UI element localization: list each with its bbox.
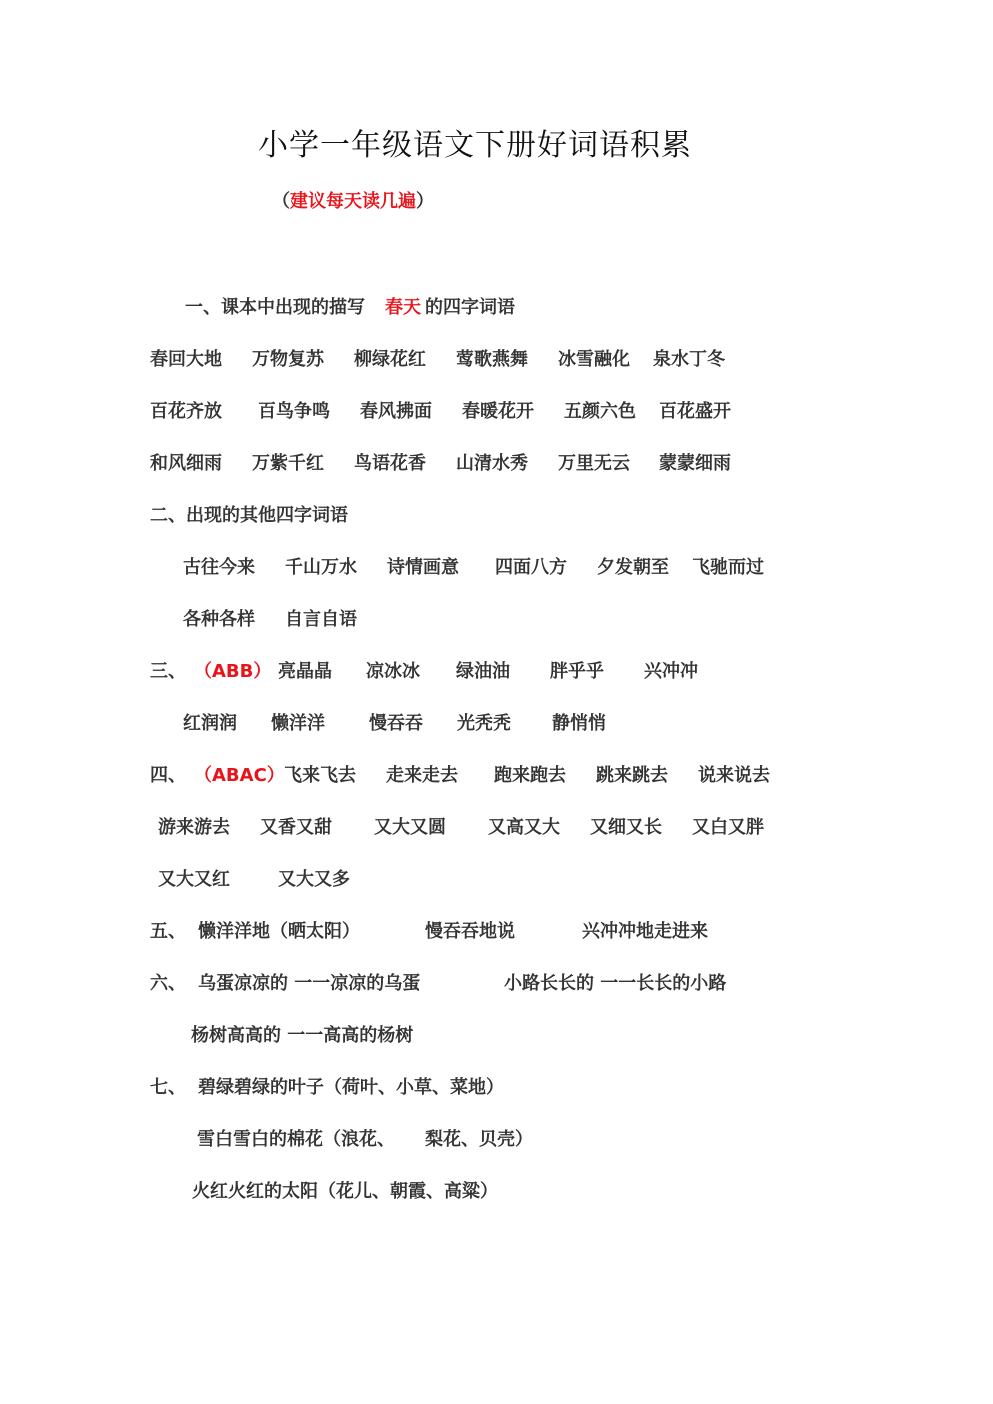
phrase: 杨树高高的 一一高高的杨树: [191, 1025, 414, 1046]
word: 夕发朝至: [597, 557, 669, 578]
word: 又细又长: [590, 817, 662, 838]
phrase-row: [191, 1024, 691, 1048]
word-row: [183, 608, 583, 632]
subtitle-note: 建议每天读几遍: [290, 191, 416, 212]
word: 万紫千红: [252, 453, 324, 474]
word: 春回大地: [150, 349, 222, 370]
section-7: [150, 1076, 850, 1100]
phrase: 兴冲冲地走进来: [582, 921, 708, 942]
word: 鸟语花香: [354, 453, 426, 474]
word: 懒洋洋: [271, 713, 325, 734]
section-2-heading: 二、出现的其他四字词语: [150, 505, 348, 526]
word: 莺歌燕舞: [456, 349, 528, 370]
phrase: 慢吞吞地说: [425, 921, 515, 942]
word: 自言自语: [285, 609, 357, 630]
word: 跑来跑去: [494, 765, 566, 786]
phrase: 火红火红的太阳（花儿、朝霞、高粱）: [192, 1181, 498, 1202]
word: 兴冲冲: [644, 661, 698, 682]
pattern-tag: （ABB）: [194, 661, 272, 682]
word: 冰雪融化: [558, 349, 630, 370]
word: 亮晶晶: [278, 661, 332, 682]
word: 五颜六色: [564, 401, 636, 422]
section-5: [150, 920, 850, 944]
pattern-tag: （ABAC）: [194, 765, 285, 786]
page-title: 小学一年级语文下册好词语积累: [258, 128, 692, 163]
word: 百花齐放: [150, 401, 222, 422]
word: 又大又圆: [374, 817, 446, 838]
phrase: 梨花、贝壳）: [425, 1129, 533, 1150]
word: 春风拂面: [360, 401, 432, 422]
highlight-spring: 春天: [385, 297, 421, 318]
word: 又高又大: [488, 817, 560, 838]
word: 说来说去: [698, 765, 770, 786]
word: 光秃秃: [457, 713, 511, 734]
word: 静悄悄: [552, 713, 606, 734]
word: 飞驰而过: [692, 557, 764, 578]
word: 各种各样: [183, 609, 255, 630]
word: 又白又胖: [692, 817, 764, 838]
word: 又大又多: [278, 869, 350, 890]
word: 又香又甜: [260, 817, 332, 838]
word-row: [183, 712, 783, 736]
word: 红润润: [183, 713, 237, 734]
word: 游来游去: [158, 817, 230, 838]
word: 又大又红: [158, 869, 230, 890]
word: 万物复苏: [252, 349, 324, 370]
subtitle: （建议每天读几遍）: [272, 191, 434, 212]
word: 走来走去: [386, 765, 458, 786]
word: 凉冰冰: [366, 661, 420, 682]
word: 百鸟争鸣: [258, 401, 330, 422]
word: 百花盛开: [659, 401, 731, 422]
word: 绿油油: [456, 661, 510, 682]
word-row: [158, 816, 858, 840]
word: 柳绿花红: [354, 349, 426, 370]
word-row: [183, 556, 883, 580]
phrase: 碧绿碧绿的叶子（荷叶、小草、菜地）: [198, 1077, 504, 1098]
word-row: [158, 868, 558, 892]
section-number: 四、: [150, 765, 186, 786]
section-3: [150, 660, 850, 684]
word: 泉水丁冬: [653, 349, 725, 370]
word: 飞来飞去: [284, 765, 356, 786]
phrase: 小路长长的 一一长长的小路: [504, 973, 727, 994]
word: 诗情画意: [387, 557, 459, 578]
section-number: 六、: [150, 973, 186, 994]
section-number: 三、: [150, 661, 186, 682]
word: 蒙蒙细雨: [659, 453, 731, 474]
word: 山清水秀: [456, 453, 528, 474]
word-row: [150, 400, 850, 424]
word: 胖乎乎: [550, 661, 604, 682]
phrase-row: [197, 1128, 797, 1152]
word: 春暖花开: [462, 401, 534, 422]
phrase-row: [192, 1180, 792, 1204]
word-row: [150, 452, 850, 476]
word: 和风细雨: [150, 453, 222, 474]
word: 四面八方: [495, 557, 567, 578]
phrase: 懒洋洋地（晒太阳）: [198, 921, 360, 942]
word: 跳来跳去: [596, 765, 668, 786]
section-1-heading: 一、课本中出现的描写 春天 的四字词语: [185, 297, 515, 318]
word: 古往今来: [183, 557, 255, 578]
section-number: 五、: [150, 921, 186, 942]
phrase: 乌蛋凉凉的 一一凉凉的乌蛋: [198, 973, 421, 994]
section-4: [150, 764, 850, 788]
section-number: 七、: [150, 1077, 186, 1098]
word-row: [150, 348, 850, 372]
section-6: [150, 972, 850, 996]
word: 千山万水: [285, 557, 357, 578]
word: 慢吞吞: [369, 713, 423, 734]
phrase: 雪白雪白的棉花（浪花、: [197, 1129, 395, 1150]
word: 万里无云: [558, 453, 630, 474]
